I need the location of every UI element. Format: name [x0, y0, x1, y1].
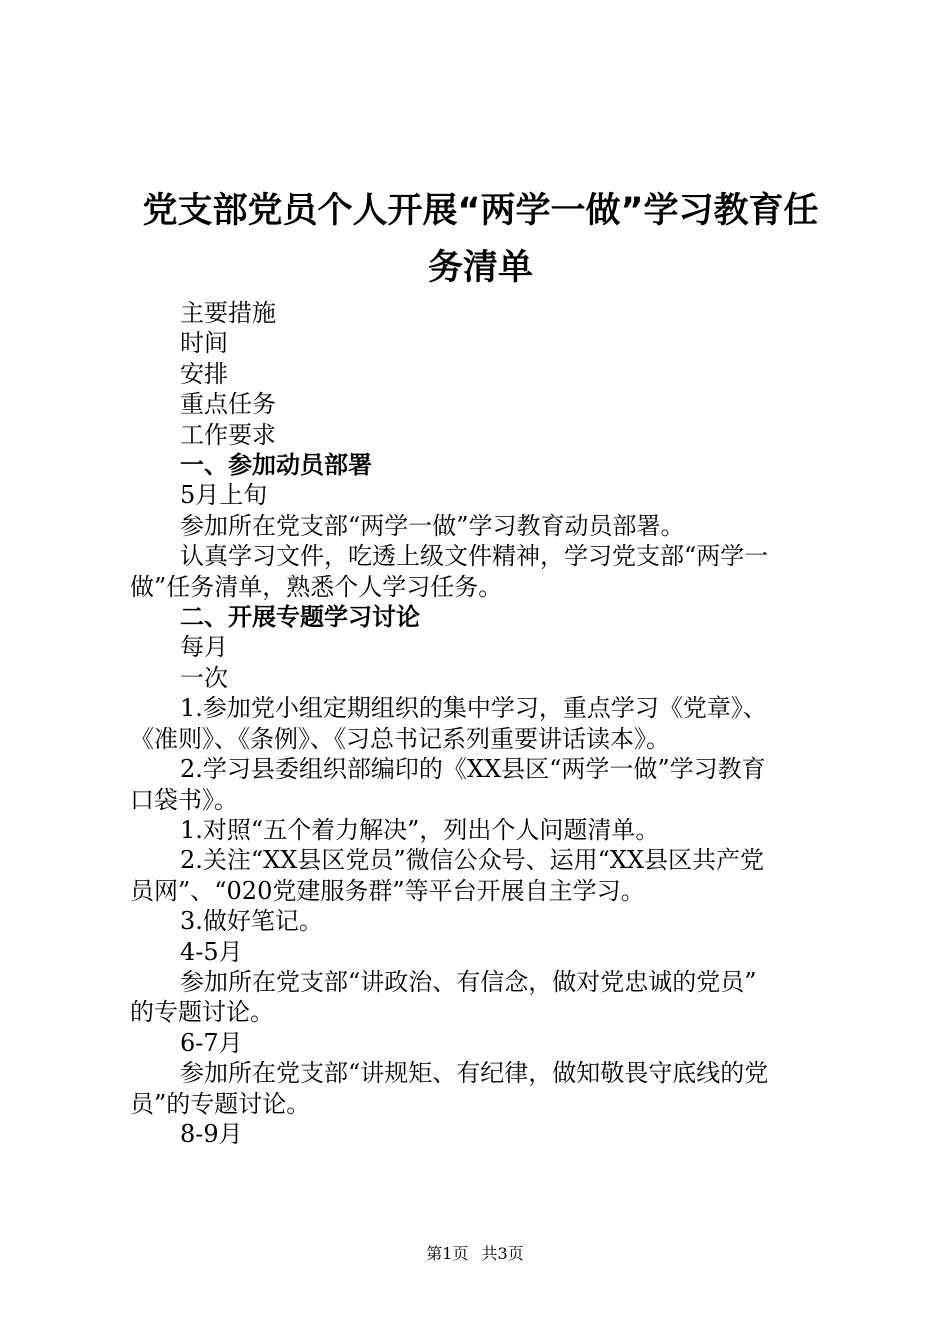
title-line-2: 务清单	[427, 248, 533, 288]
table-header-key-tasks: 重点任务	[180, 390, 276, 419]
document-body	[130, 298, 830, 1149]
body-line-continued: 员”的专题讨论。	[130, 1089, 311, 1118]
body-line: 3.做好笔记。	[180, 907, 323, 936]
body-line-continued: 的专题讨论。	[130, 998, 274, 1027]
body-line: 1.对照“五个着力解决”，列出个人问题清单。	[180, 815, 660, 844]
body-line: 5月上旬	[180, 481, 268, 510]
table-header-measures: 主要措施	[180, 299, 276, 327]
body-line: 1.参加党小组定期组织的集中学习，重点学习《党章》、	[180, 694, 767, 723]
section-heading-2: 二、开展专题学习讨论	[180, 603, 420, 632]
body-line: 2.关注“XX县区党员”微信公众号、运用“XX县区共产党	[180, 846, 765, 875]
title-line-1: 党支部党员个人开展“两学一做”学习教育任	[142, 191, 819, 231]
body-line: 参加所在党支部“讲政治、有信念，做对党忠诚的党员”	[180, 967, 757, 996]
table-header-arrangement: 安排	[180, 359, 228, 388]
page-total: 共3页	[481, 1244, 524, 1263]
body-line: 6-7月	[180, 1028, 243, 1057]
body-line: 每月	[180, 633, 228, 662]
body-line-continued: 员网”、“020党建服务群”等平台开展自主学习。	[130, 876, 645, 905]
body-line: 2.学习县委组织部编印的《XX县区“两学一做”学习教育	[180, 755, 766, 784]
body-line: 8-9月	[180, 1119, 243, 1148]
body-line: 4-5月	[180, 937, 243, 966]
body-line: 认真学习文件，吃透上级文件精神，学习党支部“两学一	[180, 542, 769, 571]
section-heading-1: 一、参加动员部署	[180, 451, 372, 480]
table-header-requirements: 工作要求	[180, 420, 276, 449]
body-line-continued: 口袋书》。	[130, 785, 238, 814]
body-line-continued: 做”任务清单，熟悉个人学习任务。	[130, 572, 503, 601]
table-header-time: 时间	[180, 329, 228, 358]
body-line-continued: 《准则》、《条例》、《习总书记系列重要讲话读本》。	[130, 724, 670, 753]
page-footer	[0, 1244, 950, 1264]
body-line: 参加所在党支部“两学一做”学习教育动员部署。	[180, 511, 685, 540]
body-line: 参加所在党支部“讲规矩、有纪律，做知敬畏守底线的党	[180, 1059, 769, 1088]
document-title	[128, 183, 833, 297]
page-number: 第1页	[426, 1244, 469, 1263]
body-line: 一次	[180, 663, 228, 692]
